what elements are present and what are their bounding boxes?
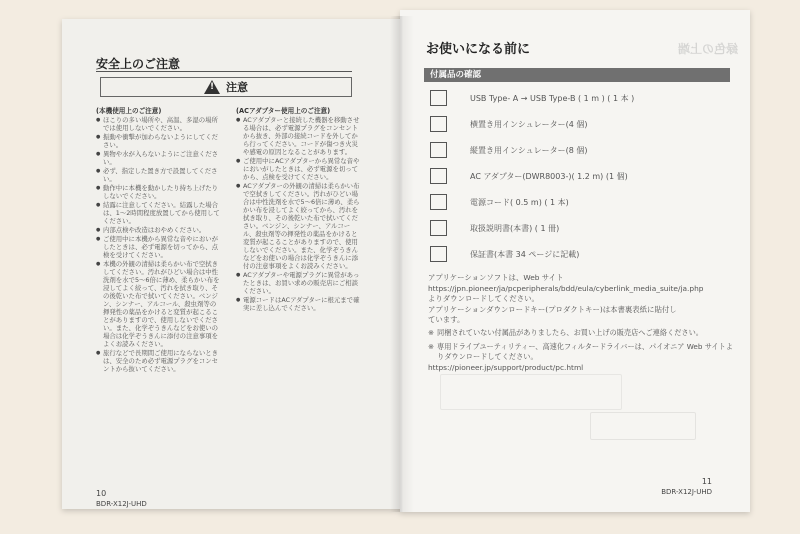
- checkbox[interactable]: [430, 90, 447, 106]
- support-url[interactable]: https://pioneer.jp/support/product/pc.html: [428, 363, 584, 372]
- checklist-text: AC アダプター(DWR8003-)( 1.2 m) (1 個): [470, 172, 628, 181]
- column-heading: (本機使用上のご注意): [96, 107, 162, 115]
- application-download-text: [428, 273, 728, 326]
- list-item: ● 振動や衝撃が加わらないようにしてください。: [103, 133, 220, 149]
- list-item: ● ご使用中に本機から異常な音やにおいがしたときは、必ず電源を切ってから、点検を受けてください。: [103, 235, 220, 259]
- checklist-item: [430, 90, 730, 116]
- list-item: ● ご使用中にACアダプターから異常な音やにおいがしたときは、必ず電源を切ってから、点検を受けてください。: [243, 157, 360, 181]
- text-line: アプリケーションダウンロードキー(プロダクトキー)は本書裏表紙に貼付し: [428, 304, 677, 314]
- list-item: ● 内部点検や改造はおやめください。: [103, 226, 220, 234]
- list-item: ● 異物や水が入らないようにご注意ください。: [103, 150, 220, 166]
- checklist-item: [430, 194, 730, 220]
- checklist-item: [430, 220, 730, 246]
- checklist-text: 横置き用インシュレーター(4 個): [470, 120, 588, 129]
- model-number: BDR-X12J-UHD: [661, 488, 712, 496]
- download-url[interactable]: https://jpn.pioneer/ja/pcperipherals/bdd/eula/cyberlink_media_suite/ja.php: [428, 283, 704, 293]
- checklist-text: 電源コード( 0.5 m) ( 1 本): [470, 198, 569, 207]
- list-item: ● 旅行などで長期間ご使用にならないときは、安全のため必ず電源プラグをコンセントから抜いてください。: [103, 349, 220, 373]
- list-item: ● ACアダプターや電源プラグに異常があったときは、お買い求めの販売店にご相談ください。: [243, 271, 360, 295]
- page-title: お使いになる前に: [426, 42, 531, 57]
- checklist-item: [430, 142, 730, 168]
- left-page: [62, 19, 400, 509]
- list-item: ● ACアダプターと接続した機器を移動させる場合は、必ず電源プラグをコンセントから抜き、外部の接続コードを外してから行ってください。コードが傷つき火災や感電の原因となることがあります。: [243, 116, 360, 156]
- checklist-item: [430, 168, 730, 194]
- checklist-text: 取扱説明書(本書) ( 1 冊): [470, 224, 560, 233]
- checkbox[interactable]: [430, 220, 447, 236]
- note-item: ※ 専用ドライブユーティリティー、高速化フィルタードライバーは、パイオニア Web サイトよりダウンロードしてください。: [437, 342, 737, 362]
- warning-triangle-icon: !: [204, 80, 220, 94]
- page-number: 11: [701, 477, 712, 486]
- accessory-checklist: [430, 90, 730, 272]
- checkbox[interactable]: [430, 194, 447, 210]
- list-item: ● 必ず、指定した置き方で設置してください。: [103, 167, 220, 183]
- list-item: ● 電源コードはACアダプターに根元まで確実に差し込んでください。: [243, 296, 360, 312]
- list-item: ● 本機の外観の清掃は柔らかい布で空拭きしてください。汚れがひどい場合は中性洗剤を水で5〜6倍に薄め、柔らかい布を浸してよく絞って、汚れを拭き取り、その後乾いた布で拭いてください。ベンジン、シンナー、アルコール、殺虫剤等の揮発性の薬品をかけると変質が起こることがありますので、使用しないでください。また、化学ぞうきんなどをお使いの場合は化学ぞうきんに添付の注意事項をよくお読みください。: [103, 260, 220, 348]
- checkbox[interactable]: [430, 142, 447, 158]
- caution-label: 注意: [226, 81, 248, 94]
- right-page: [400, 10, 750, 512]
- list-item: ● ACアダプターの外観の清掃は柔らかい布で空拭きしてください。汚れがひどい場合は中性洗剤を水で5〜6倍に薄め、柔らかい布を浸してよく絞ってから、汚れを拭き取り、その後乾いた布で拭いてください。ベンジン、シンナー、アルコール、殺虫剤等の揮発性の薬品をかけると変質が起こることがありますので、使用しないでください。また、化学ぞうきんなどをお使いの場合は化学ぞうきんに添付の注意事項をよくお読みください。: [243, 182, 360, 270]
- checklist-text: 縦置き用インシュレーター(8 個): [470, 146, 588, 155]
- usage-precautions-column: [96, 107, 220, 374]
- checkbox[interactable]: [430, 246, 447, 262]
- show-through-text: 緑色の上端: [677, 42, 738, 56]
- page-number: 10: [96, 489, 107, 498]
- checklist-item: [430, 246, 730, 272]
- show-through-box: [440, 374, 622, 410]
- notes-list: [428, 328, 737, 366]
- checkbox[interactable]: [430, 116, 447, 132]
- list-item: ● ほこりの多い場所や、高温、多湿の場所では使用しないでください。: [103, 116, 220, 132]
- section-header: 付属品の確認: [424, 68, 730, 82]
- text-line: よりダウンロードしてください。: [428, 294, 539, 303]
- text-line: ています。: [428, 315, 465, 324]
- ac-adapter-precautions-column: [236, 107, 360, 313]
- checklist-item: [430, 116, 730, 142]
- show-through-box: [590, 412, 696, 440]
- column-heading: (ACアダプター使用上のご注意): [236, 107, 331, 115]
- checklist-text: 保証書(本書 34 ページに記載): [470, 250, 580, 259]
- text-line: アプリケーションソフトは、Web サイト: [428, 273, 564, 282]
- checklist-text: USB Type- A → USB Type-B ( 1 m ) ( 1 本 ): [470, 94, 635, 103]
- title-rule: [96, 71, 352, 72]
- page-title: 安全上のご注意: [96, 57, 181, 71]
- note-item: ※ 同梱されていない付属品がありましたら、お買い上げの販売店へご連絡ください。: [437, 328, 737, 338]
- caution-box: [100, 77, 352, 97]
- list-item: ● 結露に注意してください。結露した場合は、1〜2時間程度放置してから使用してください。: [103, 201, 220, 225]
- open-manual: [62, 10, 750, 512]
- model-number: BDR-X12J-UHD: [96, 500, 147, 508]
- list-item: ● 動作中に本機を動かしたり持ち上げたりしないでください。: [103, 184, 220, 200]
- checkbox[interactable]: [430, 168, 447, 184]
